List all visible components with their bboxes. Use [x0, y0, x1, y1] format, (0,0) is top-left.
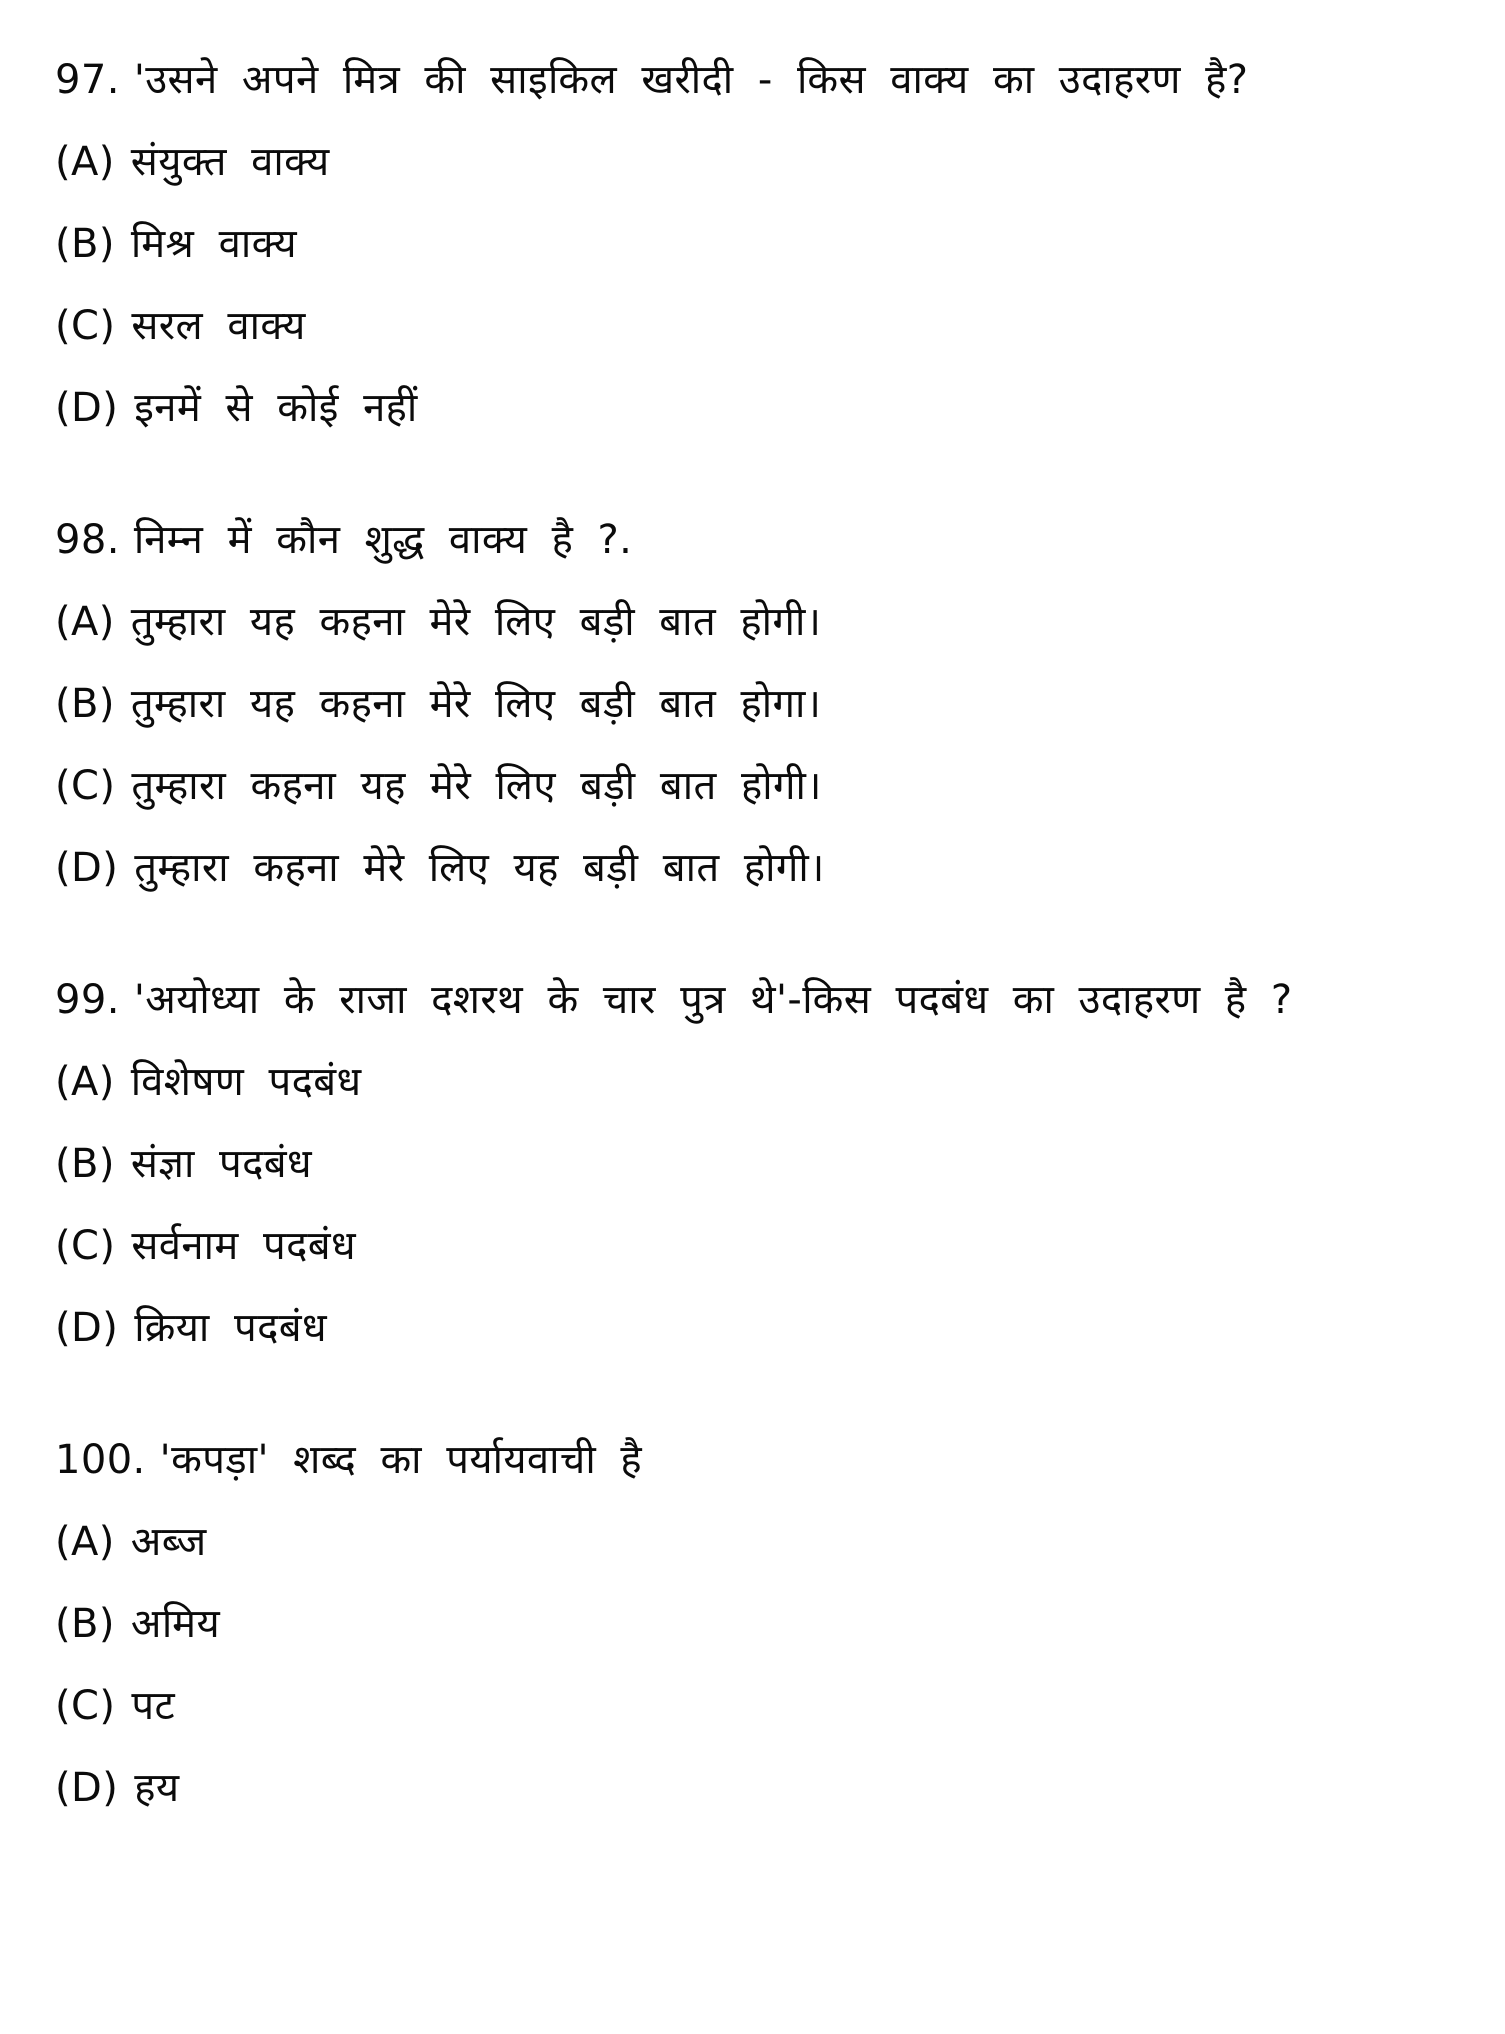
question-body: 'कपड़ा' शब्द का पर्यायवाची है — [159, 1437, 643, 1483]
option-text: संयुक्त वाक्य — [130, 139, 330, 185]
question-number: 98. — [55, 517, 120, 563]
option-label: (D) — [55, 385, 119, 431]
option-label: (A) — [55, 1519, 115, 1565]
option-label: (D) — [55, 845, 119, 891]
question-number: 97. — [55, 57, 120, 103]
question-number: 100. — [55, 1437, 146, 1483]
option-label: (A) — [55, 139, 115, 185]
option-text: अमिय — [130, 1601, 221, 1647]
option-row — [55, 598, 1465, 646]
question-body: निम्न में कौन शुद्ध वाक्य है ?. — [133, 517, 633, 563]
option-text: सरल वाक्य — [131, 303, 306, 349]
question-text — [55, 56, 1465, 104]
option-label: (A) — [55, 599, 115, 645]
question-body: 'अयोध्या के राजा दशरथ के चार पुत्र थे'-किस पदबंध का उदाहरण है ? — [133, 977, 1293, 1023]
option-text: मिश्र वाक्य — [130, 221, 297, 267]
option-text: तुम्हारा यह कहना मेरे लिए बड़ी बात होगी। — [130, 599, 822, 645]
option-text: तुम्हारा कहना यह मेरे लिए बड़ी बात होगी। — [131, 763, 822, 809]
option-label: (B) — [55, 1141, 115, 1187]
option-row — [55, 1682, 1465, 1730]
option-text: संज्ञा पदबंध — [130, 1141, 313, 1187]
option-text: सर्वनाम पदबंध — [131, 1223, 357, 1269]
option-row — [55, 220, 1465, 268]
question-99 — [55, 976, 1465, 1352]
question-text — [55, 1436, 1465, 1484]
question-number: 99. — [55, 977, 120, 1023]
option-label: (B) — [55, 221, 115, 267]
option-label: (D) — [55, 1305, 119, 1351]
option-text: तुम्हारा यह कहना मेरे लिए बड़ी बात होगा। — [130, 681, 822, 727]
option-row — [55, 680, 1465, 728]
option-label: (C) — [55, 1683, 116, 1729]
option-row — [55, 1222, 1465, 1270]
option-text: हय — [134, 1765, 180, 1811]
option-text: विशेषण पदबंध — [130, 1059, 362, 1105]
option-row — [55, 844, 1465, 892]
option-label: (A) — [55, 1059, 115, 1105]
question-100 — [55, 1436, 1465, 1812]
question-97 — [55, 56, 1465, 432]
option-label: (C) — [55, 303, 116, 349]
option-row — [55, 1058, 1465, 1106]
option-label: (C) — [55, 763, 116, 809]
option-row — [55, 1304, 1465, 1352]
option-row — [55, 1600, 1465, 1648]
option-text: तुम्हारा कहना मेरे लिए यह बड़ी बात होगी। — [134, 845, 825, 891]
option-text: अब्ज — [130, 1519, 207, 1565]
option-text: क्रिया पदबंध — [134, 1305, 327, 1351]
option-label: (C) — [55, 1223, 116, 1269]
option-row — [55, 762, 1465, 810]
question-text — [55, 516, 1465, 564]
option-row — [55, 1764, 1465, 1812]
option-label: (B) — [55, 1601, 115, 1647]
question-body: 'उसने अपने मित्र की साइकिल खरीदी - किस वाक्य का उदाहरण है? — [133, 57, 1249, 103]
question-98 — [55, 516, 1465, 892]
option-row — [55, 1140, 1465, 1188]
option-label: (B) — [55, 681, 115, 727]
option-row — [55, 302, 1465, 350]
option-text: पट — [131, 1683, 176, 1729]
option-row — [55, 384, 1465, 432]
option-label: (D) — [55, 1765, 119, 1811]
option-text: इनमें से कोई नहीं — [134, 385, 418, 431]
question-text — [55, 976, 1465, 1024]
option-row — [55, 1518, 1465, 1566]
option-row — [55, 138, 1465, 186]
